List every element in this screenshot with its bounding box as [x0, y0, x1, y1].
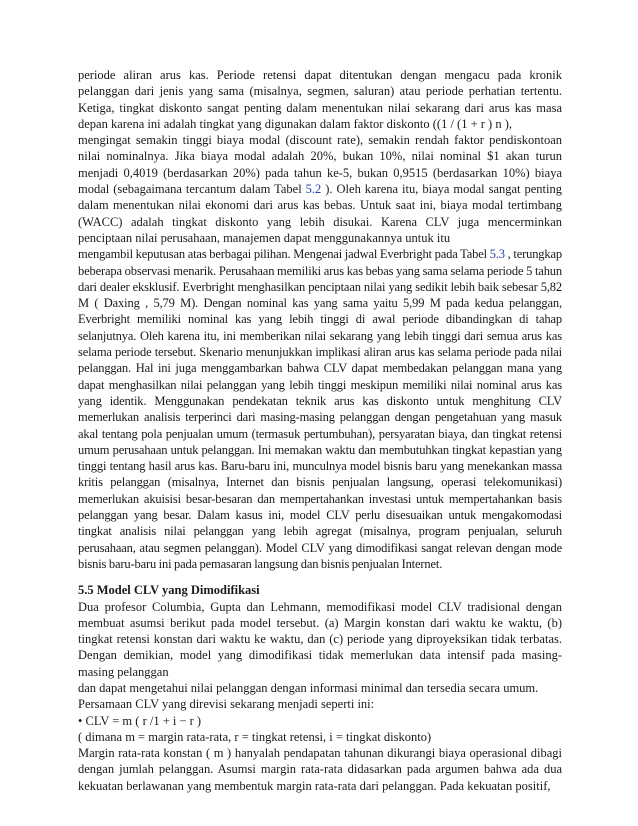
paragraph-average-margin: Margin rata-rata konstan ( m ) hanyalah pendapatan tahunan dikurangi biaya operasional dibagi dengan jumlah pelanggan. Asumsi margin rata-rata didasarkan pada argumen bahwa ada dua kekuatan berlawanan yang membentuk margin rata-rata dari pelanggan. Pada kekuatan positif,: [78, 746, 562, 793]
paragraph-retention-period: periode aliran arus kas. Periode retensi dapat ditentukan dengan mengacu pada kronik pelanggan dari jenis yang sama (misalnya, segmen, saluran) atau periode perhatian tertentu. Ketiga, tingkat diskonto sangat penting dalam menentukan nilai sekarang dari arus kas masa depan karena ini adalah tingkat yang digunakan dalam faktor diskonto ((1 / (1 + r ) n ),: [78, 68, 562, 131]
paragraph-gupta-lehmann: Dua profesor Columbia, Gupta dan Lehmann, memodifikasi model CLV tradisional dengan membuat asumsi berikut pada model tersebut. (a) Margin konstan dari waktu ke waktu, (b) tingkat retensi konstan dari waktu ke waktu, dan (c) periode yang diproyeksikan tidak terbatas. Dengan demikian, model yang dimodifikasi tidak memerlukan data intensif pada masing-masing pelanggan: [78, 599, 562, 679]
paragraph-text: , terungkap beberapa observasi menarik. Perusahaan memiliki arus kas bebas yang sama selama periode 5 tahun dari dealer eksklusif. Everbright menghasilkan penciptaan nilai yang sedikit lebih baik sebesar 5,82 M ( Daxing , 5,79 M). Dengan nominal kas yang sama yaitu 5,99 M pada kedua pelanggan, Everbright memiliki nominal kas yang lebih tinggi di awal periode dibandingkan di tahap selanjutnya. Oleh karena itu, ini memberikan nilai sekarang yang lebih tinggi dari semua arus kas selama periode tersebut. Skenario menunjukkan implikasi aliran arus kas selama periode pada nilai pelanggan. Hal ini juga menggambarkan bahwa CLV dapat membedakan pelanggan mana yang dapat menghasilkan nilai pelanggan yang lebih tinggi meskipun memiliki nilai nominal arus kas yang identik. Menggunakan pendekatan teknik arus kas diskonto untuk menghitung CLV memerlukan analisis terperinci dari masing-masing pelanggan dengan pengetahuan yang masuk akal tentang pola penjualan umum (termasuk pertumbuhan), persyaratan biaya, dan tingkat retensi umum perusahaan untuk pelanggan. Ini memakan waktu dan membutuhkan tingkat kepastian yang tinggi tentang hasil arus kas. Baru-baru ini, munculnya model bisnis baru yang menekankan massa kritis pelanggan (misalnya, Internet dan bisnis penjualan langsung, operasi telekomunikasi) memerlukan akuisisi besar-besaran dan mempertahankan investasi untuk mempertahankan basis pelanggan yang besar. Dalam kasus ini, model CLV perlu disesuaikan untuk mengakomodasi tingkat analisis nilai pelanggan yang lebih agregat (misalnya, program penjualan, seluruh perusahaan, atau segmen pelanggan). Model CLV yang dimodifikasi sangat relevan dengan mode bisnis baru-baru ini pada pemasaran langsung dan bisnis penjualan Internet.: [78, 247, 563, 571]
paragraph-text: mengingat semakin tinggi biaya modal (discount rate), semakin rendah faktor pendiskontoan nilai nominalnya. Jika biaya modal adalah 20%, bukan 10%, nilai nominal $1 akan turun menjadi 0,4019 (berdasarkan 20%) pada tahun ke-5, bukan 0,9515 (berdasarkan 10%) biaya modal (sebagaimana tercantum dalam Tabel: [78, 133, 562, 197]
table-reference-5-2[interactable]: 5.2: [305, 182, 322, 197]
section-heading: 5.5 Model CLV yang Dimodifikasi: [78, 583, 260, 598]
paragraph-cost-of-capital: [78, 132, 562, 246]
paragraph-revised-equation: Persamaan CLV yang direvisi sekarang menjadi seperti ini:: [78, 697, 375, 712]
formula-legend: ( dimana m = margin rata-rata, r = tingkat retensi, i = tingkat diskonto): [78, 729, 432, 744]
paragraph-text: ). Oleh karena itu, biaya modal sangat penting dalam menentukan nilai ekonomi dari arus kas bebas. Untuk saat ini, biaya modal tertimbang (WACC) adalah tingkat diskonto yang lebih disukai. Karena CLV juga mencerminkan penciptaan nilai perusahaan, manajemen dapat menggunakannya untuk itu: [78, 182, 562, 245]
paragraph-everbright-schedule: [78, 246, 562, 572]
table-reference-5-3[interactable]: 5.3: [489, 247, 505, 262]
paragraph-minimal-information: dan dapat mengetahui nilai pelanggan dengan informasi minimal dan tersedia secara umum.: [78, 680, 539, 695]
formula-clv: • CLV = m ( r /1 + i − r ): [78, 713, 202, 728]
document-page: [78, 67, 562, 794]
paragraph-text: mengambil keputusan atas berbagai pilihan. Mengenai jadwal Everbright pada Tabel: [78, 247, 487, 262]
